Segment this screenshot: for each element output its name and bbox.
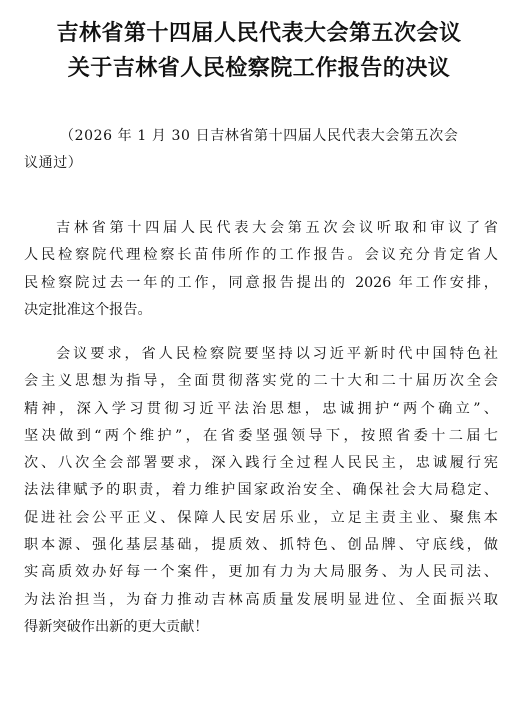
paragraph-1	[24, 215, 498, 324]
adoption-note-line-2: 议通过）	[24, 155, 83, 171]
paragraph-1-line: 民检察院过去一年的工作，同意报告提出的 2026 年工作安排，	[24, 274, 498, 291]
paragraph-2-line: 实高质效办好每一个案件，更加有力为大局服务、为人民司法、	[24, 564, 498, 581]
paragraph-2-line: 促进社会公平正义、保障人民安居乐业，立足主责主业、聚焦本	[24, 509, 498, 526]
paragraph-2-line: 精神，深入学习贯彻习近平法治思想，忠诚拥护“两个确立”、	[24, 400, 498, 417]
paragraph-2-line: 职本源、强化基层基础，提质效、抓特色、创品牌、守底线，做	[24, 537, 498, 554]
paragraph-1-line: 人民检察院代理检察长苗伟所作的工作报告。会议充分肯定省人	[24, 247, 498, 264]
paragraph-2-line: 为法治担当，为奋力推动吉林高质量发展明显进位、全面振兴取	[24, 591, 498, 608]
document-title-line-1: 吉林省第十四届人民代表大会第五次会议	[56, 21, 462, 46]
paragraph-2-line: 得新突破作出新的更大贡献！	[24, 618, 209, 635]
adoption-note	[24, 123, 502, 177]
paragraph-2-line: 次、八次全会部署要求，深入践行全过程人民民主，忠诚履行宪	[24, 455, 498, 472]
paragraph-2-line: 会议要求，省人民检察院要坚持以习近平新时代中国特色社	[56, 346, 498, 362]
adoption-note-line-1: （2026 年 1 月 30 日吉林省第十四届人民代表大会第五次会	[60, 128, 459, 144]
paragraph-2	[24, 341, 498, 641]
paragraph-1-line: 吉林省第十四届人民代表大会第五次会议听取和审议了省	[56, 220, 498, 236]
paragraph-2-line: 会主义思想为指导，全面贯彻落实党的二十大和二十届历次全会	[24, 373, 498, 390]
paragraph-1-line: 决定批准这个报告。	[24, 301, 152, 318]
paragraph-2-line: 坚决做到“两个维护”，在省委坚强领导下，按照省委十二届七	[24, 427, 498, 444]
document-title-line-2: 关于吉林省人民检察院工作报告的决议	[67, 56, 451, 81]
paragraph-2-line: 法法律赋予的职责，着力维护国家政治安全、确保社会大局稳定、	[24, 482, 498, 499]
